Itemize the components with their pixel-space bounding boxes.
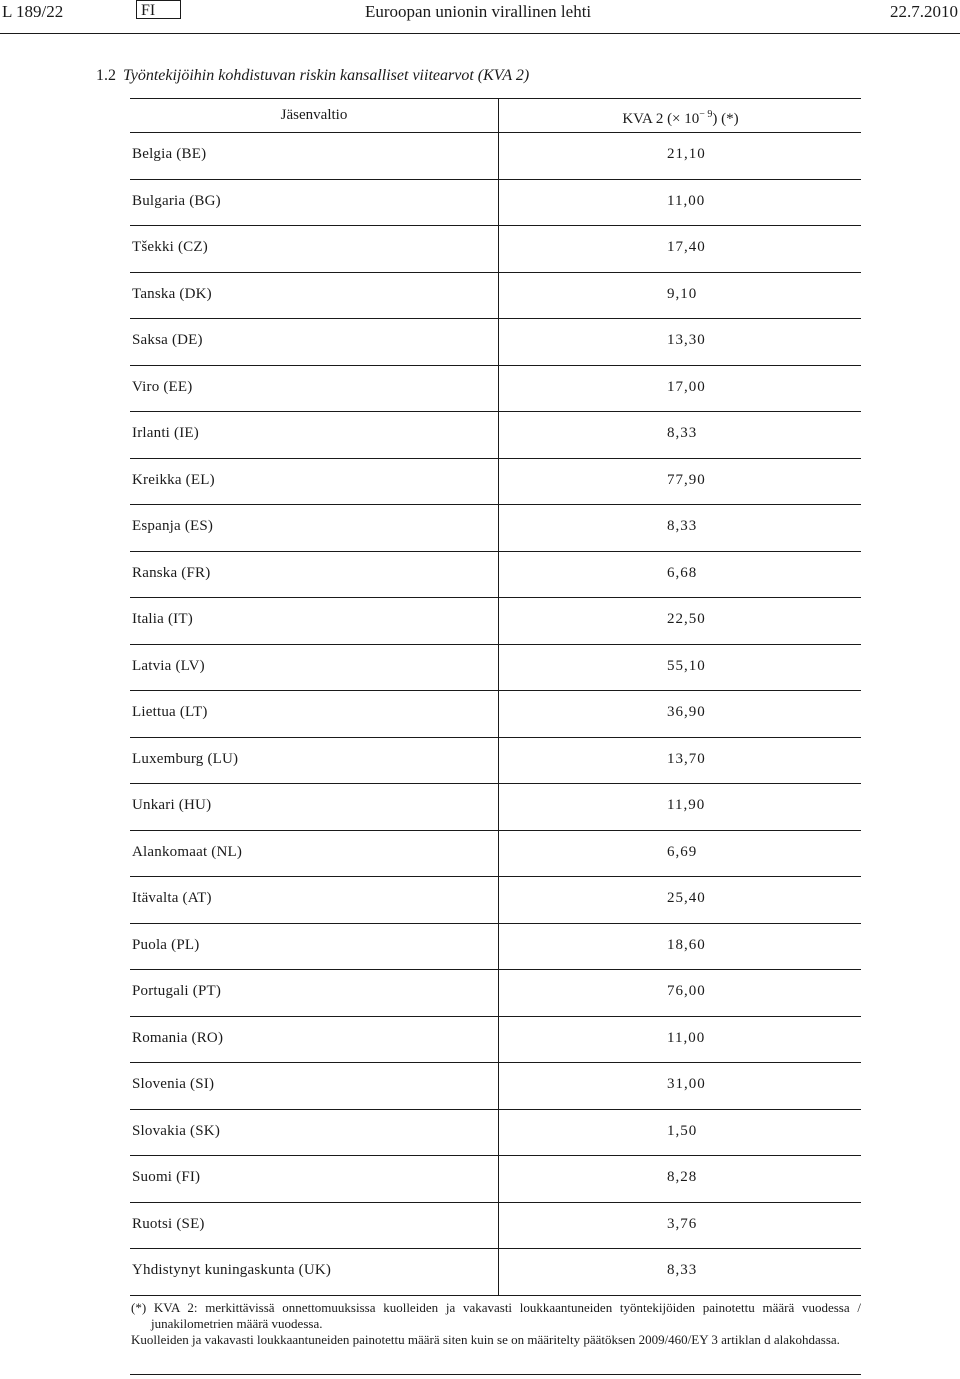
member-state-name: Espanja (ES)	[132, 518, 214, 534]
kva2-value: 25,40	[667, 890, 706, 906]
kva2-value-cell	[498, 784, 862, 830]
kva2-value: 3,76	[667, 1215, 698, 1232]
kva2-value-cell	[498, 133, 862, 179]
kva2-value: 22,50	[667, 611, 706, 627]
member-state-name: Italia (IT)	[132, 611, 193, 627]
member-state-name: Tšekki (CZ)	[132, 239, 208, 255]
kva2-value: 11,00	[667, 1029, 706, 1046]
member-state-name: Viro (EE)	[132, 378, 193, 395]
table-row	[130, 784, 861, 831]
kva2-value-cell	[498, 645, 862, 691]
member-state-name: Portugali (PT)	[132, 983, 222, 999]
kva2-value: 36,90	[667, 704, 706, 720]
journal-title: Euroopan unionin virallinen lehti	[365, 2, 592, 21]
section-number: 1.2	[96, 67, 116, 84]
kva2-value: 9,10	[667, 285, 698, 302]
kva2-header-prefix: KVA 2 (× 10	[622, 111, 700, 127]
table-row	[130, 552, 861, 599]
table-row	[130, 1063, 861, 1110]
kva2-value-cell	[498, 505, 862, 551]
kva2-value: 13,70	[667, 750, 706, 767]
member-state-name: Belgia (BE)	[132, 146, 207, 162]
member-state-name: Luxemburg (LU)	[132, 750, 239, 767]
table-row	[130, 366, 861, 413]
kva2-value: 8,28	[667, 1169, 698, 1185]
member-state-name: Ranska (FR)	[132, 564, 211, 581]
member-state-name: Itävalta (AT)	[132, 890, 212, 906]
member-state-name: Unkari (HU)	[132, 797, 212, 813]
kva2-value-cell	[498, 924, 862, 970]
table-row	[130, 1203, 861, 1250]
column-header-member-state: Jäsenvaltio	[280, 107, 348, 123]
table-row	[130, 1110, 861, 1157]
member-state-name: Romania (RO)	[132, 1029, 224, 1046]
kva2-value: 17,40	[667, 239, 706, 255]
table-row	[130, 505, 861, 552]
kva2-value: 11,00	[667, 192, 706, 209]
section-heading	[96, 67, 529, 85]
kva2-value: 77,90	[667, 471, 706, 488]
kva2-value: 8,33	[667, 425, 698, 441]
kva2-value: 13,30	[667, 332, 706, 348]
member-state-name: Slovenia (SI)	[132, 1076, 215, 1092]
table-row	[130, 319, 861, 366]
table-row	[130, 226, 861, 273]
table-row	[130, 598, 861, 645]
kva2-value: 76,00	[667, 983, 706, 999]
kva2-value-cell	[498, 226, 862, 272]
member-state-name: Irlanti (IE)	[132, 425, 199, 441]
member-state-name: Slovakia (SK)	[132, 1122, 221, 1139]
kva2-value: 21,10	[667, 146, 706, 162]
kva2-value-cell	[498, 1156, 862, 1202]
kva2-value-cell	[498, 970, 862, 1016]
kva2-value-cell	[498, 552, 862, 598]
member-state-name: Puola (PL)	[132, 936, 200, 953]
kva2-value: 6,69	[667, 843, 698, 860]
kva2-value-cell	[498, 459, 862, 505]
table-row	[130, 645, 861, 692]
kva2-value: 17,00	[667, 378, 706, 395]
kva2-value-cell	[498, 1203, 862, 1249]
kva2-value-cell	[498, 1110, 862, 1156]
kva2-value: 31,00	[667, 1076, 706, 1092]
kva2-value-cell	[498, 598, 862, 644]
kva2-value: 8,33	[667, 1262, 698, 1278]
table-row	[130, 924, 861, 971]
kva2-value: 8,33	[667, 518, 698, 534]
kva2-value: 18,60	[667, 936, 706, 953]
page-reference: L 189/22	[2, 2, 64, 21]
table-row	[130, 459, 861, 506]
kva2-value-cell	[498, 831, 862, 877]
table-row	[130, 180, 861, 227]
table-row	[130, 1156, 861, 1203]
kva2-header-suffix: ) (*)	[712, 111, 739, 127]
table-row	[130, 273, 861, 320]
table-notes	[131, 1300, 861, 1348]
kva2-value: 6,68	[667, 564, 698, 581]
table-row	[130, 970, 861, 1017]
member-state-name: Kreikka (EL)	[132, 471, 215, 488]
kva2-value-cell	[498, 1063, 862, 1109]
member-state-name: Latvia (LV)	[132, 657, 205, 674]
table-row	[130, 1249, 861, 1296]
table-row	[130, 877, 861, 924]
page-header	[0, 0, 960, 34]
footnote: (*) KVA 2: merkittävissä onnettomuuksissa kuolleiden ja vakavasti loukkaantuneiden työntekijöiden painotettu määrä vuodessa / junakilometrien määrä vuodessa.	[131, 1300, 861, 1331]
table-row	[130, 691, 861, 738]
member-state-name: Ruotsi (SE)	[132, 1215, 205, 1232]
table-row	[130, 831, 861, 878]
publication-date: 22.7.2010	[890, 2, 958, 21]
kva2-value-cell	[498, 691, 862, 737]
kva2-value-cell	[498, 366, 862, 412]
member-state-name: Alankomaat (NL)	[132, 843, 243, 860]
kva2-header-exponent: − 9	[699, 109, 713, 120]
kva2-value: 55,10	[667, 657, 706, 674]
table-row	[130, 412, 861, 459]
kva2-value-cell	[498, 273, 862, 319]
column-header-kva2	[498, 99, 862, 132]
bottom-divider	[130, 1374, 861, 1375]
kva2-value: 11,90	[667, 797, 706, 813]
kva2-value-cell	[498, 180, 862, 226]
table-row	[130, 738, 861, 785]
member-state-name: Yhdistynyt kuningaskunta (UK)	[132, 1262, 332, 1278]
member-state-name: Saksa (DE)	[132, 332, 203, 348]
kva2-value-cell	[498, 319, 862, 365]
section-title: Työntekijöihin kohdistuvan riskin kansalliset viitearvot (KVA 2)	[123, 67, 530, 84]
kva2-value-cell	[498, 1249, 862, 1295]
member-state-name: Bulgaria (BG)	[132, 192, 221, 209]
table-body	[130, 133, 861, 1296]
kva2-value-cell	[498, 412, 862, 458]
member-state-name: Tanska (DK)	[132, 285, 212, 302]
kva2-value-cell	[498, 877, 862, 923]
header-divider	[0, 33, 960, 34]
kva2-value: 1,50	[667, 1122, 698, 1139]
table-header	[130, 98, 861, 133]
kva2-value-cell	[498, 1017, 862, 1063]
reference-values-table	[130, 98, 861, 1296]
table-row	[130, 133, 861, 180]
language-code-box: FI	[136, 0, 181, 19]
explanatory-note: Kuolleiden ja vakavasti loukkaantuneiden painotettu määrä siten kuin se on määritelty päätöksen 2009/460/EY 3 artiklan d alakohdassa.	[131, 1332, 840, 1347]
member-state-name: Liettua (LT)	[132, 704, 208, 720]
table-row	[130, 1017, 861, 1064]
member-state-name: Suomi (FI)	[132, 1169, 201, 1185]
kva2-value-cell	[498, 738, 862, 784]
